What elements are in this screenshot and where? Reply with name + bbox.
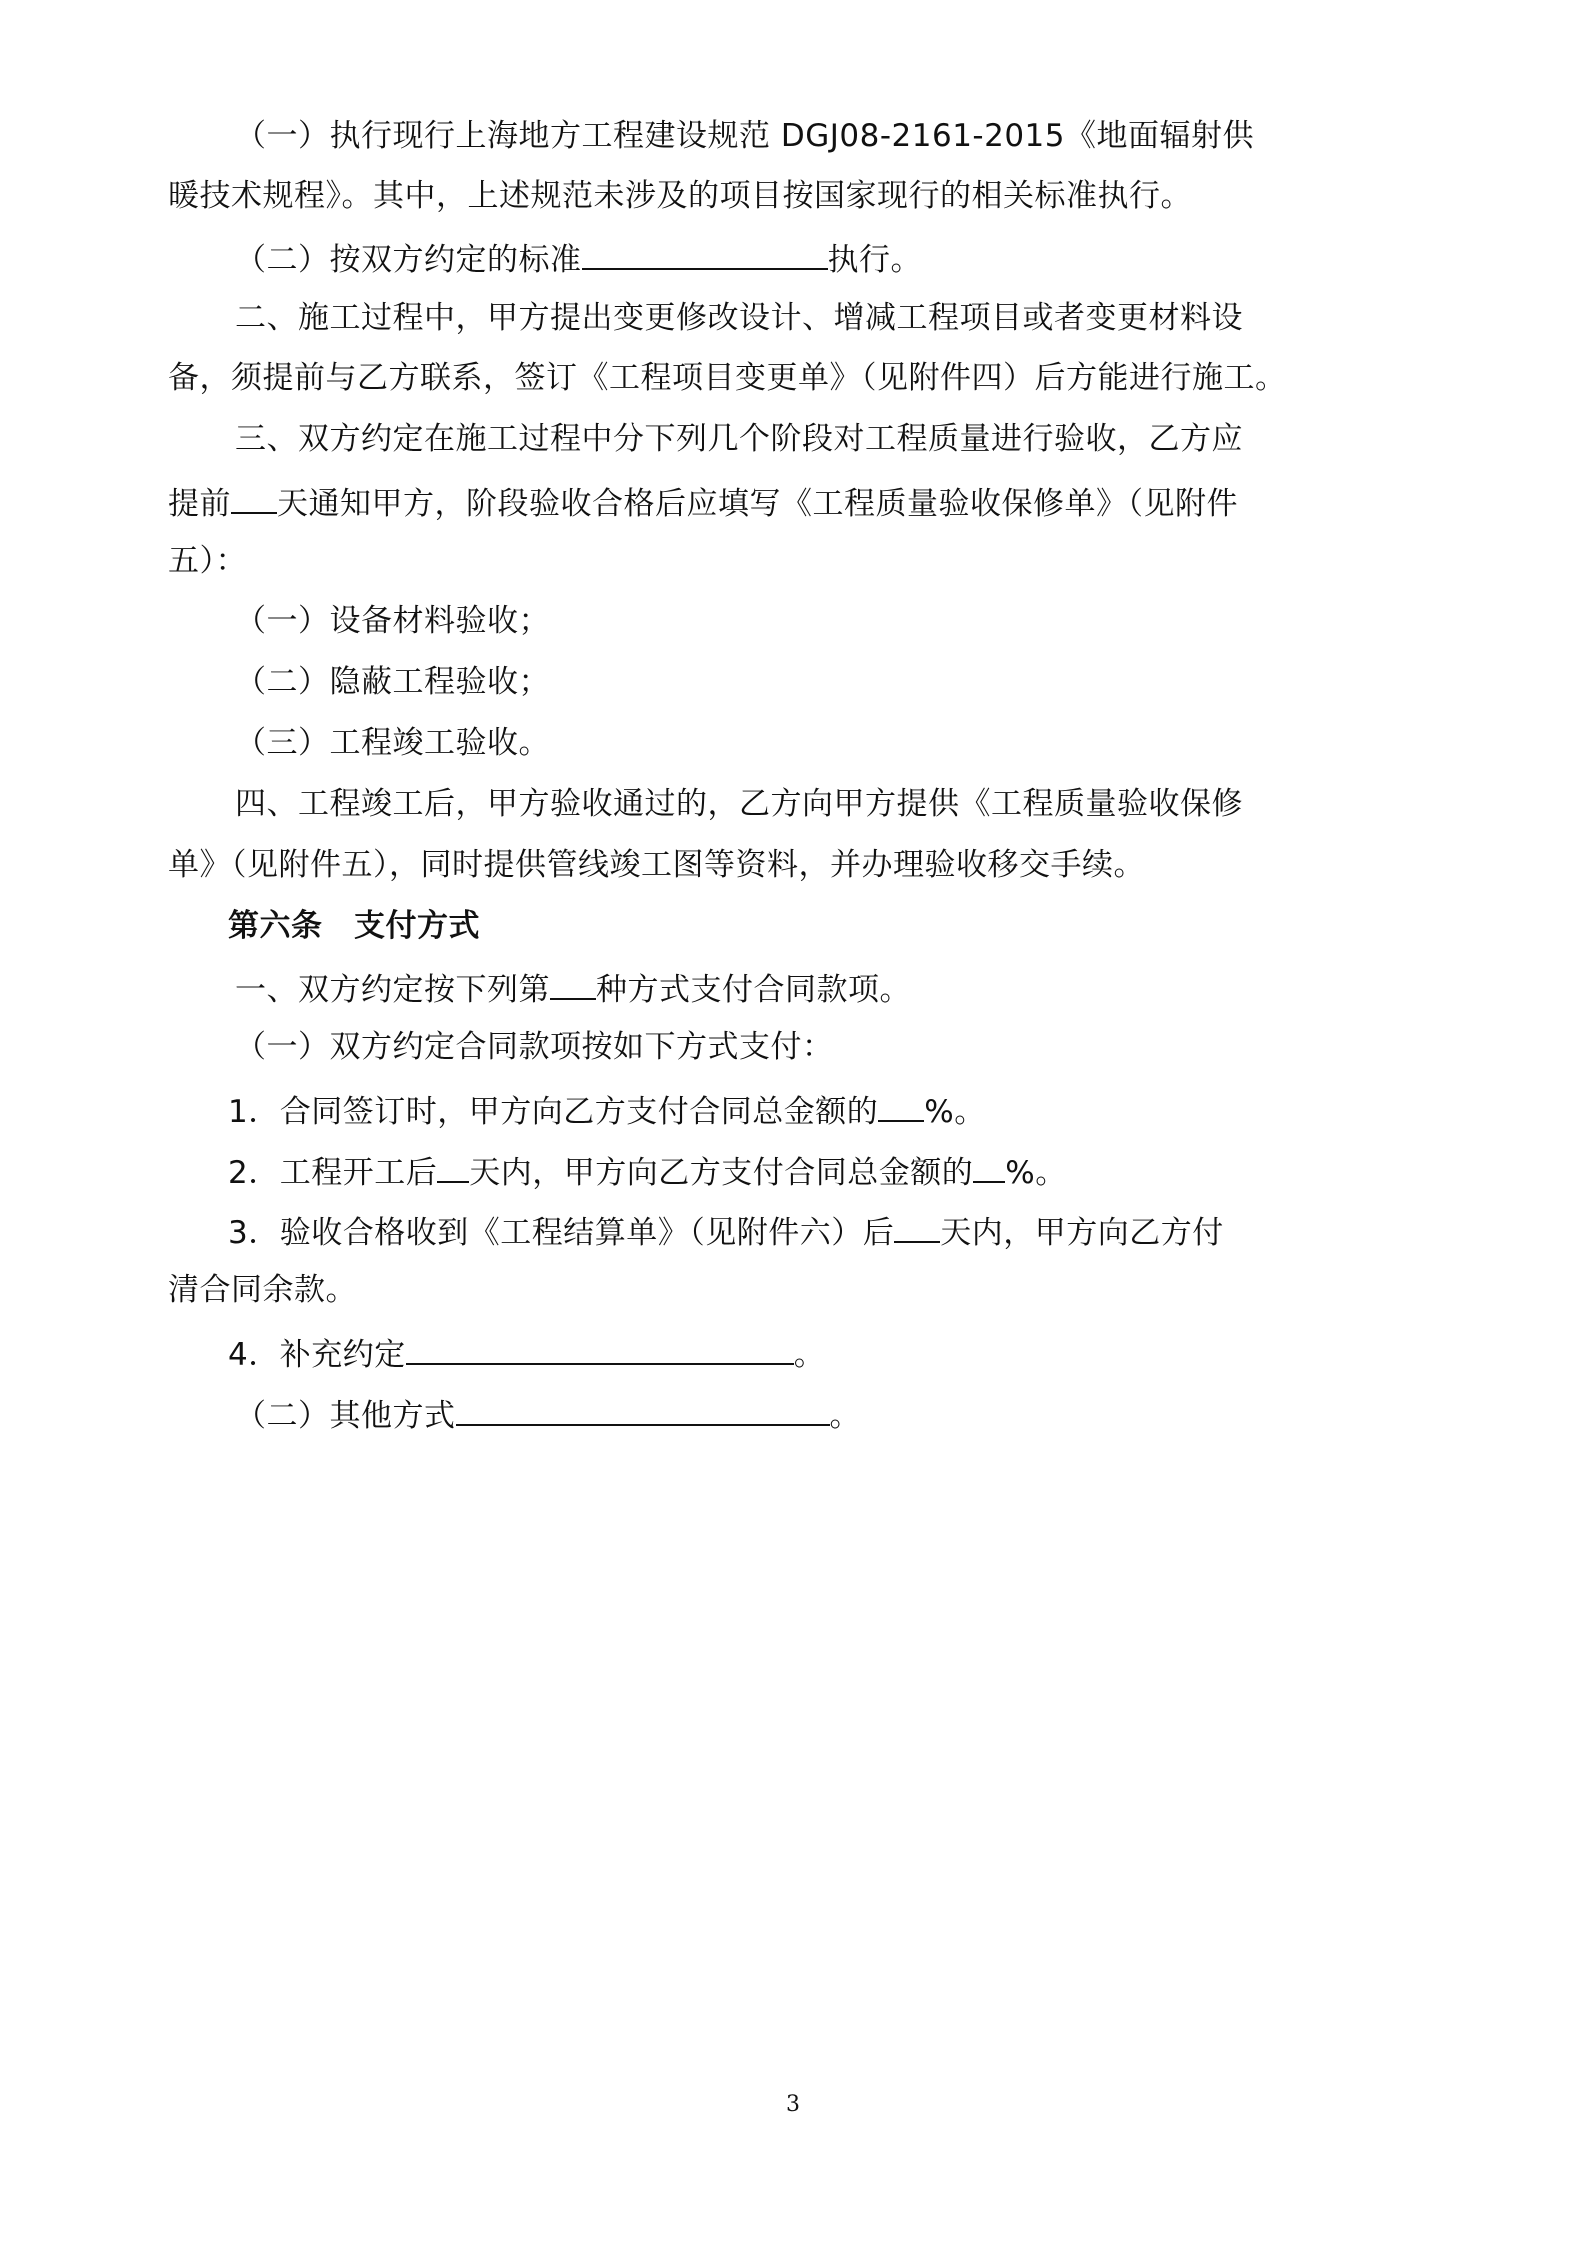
payment-item-2 — [228, 1147, 1067, 1191]
section-heading-payment — [228, 904, 480, 948]
paragraph-text: （一）执行现行上海地方工程建设规范 DGJ08-2161-2015《地面辐射供 — [235, 118, 1254, 154]
payment-item-4 — [228, 1329, 825, 1373]
heading-text: 第六条 支付方式 — [228, 908, 480, 944]
fill-in-blank-supplementary[interactable] — [406, 1329, 794, 1365]
paragraph-text: 提前 — [168, 486, 231, 522]
payment-item-text: 1．合同签订时，甲方向乙方支付合同总金额的 — [228, 1094, 879, 1130]
payment-item-text: 天内，甲方向乙方支付合同总金额的 — [469, 1155, 974, 1191]
paragraph-payment-method — [235, 964, 911, 1008]
payment-item-text: %。 — [1005, 1155, 1067, 1191]
payment-item-3-line-1 — [228, 1207, 1224, 1251]
paragraph-standard-1-line-1 — [235, 114, 1254, 158]
paragraph-change-line-2 — [168, 356, 1287, 400]
paragraph-text: 三、双方约定在施工过程中分下列几个阶段对工程质量进行验收，乙方应 — [235, 421, 1243, 457]
page-number: 3 — [786, 2092, 800, 2117]
fill-in-blank-settlement-days[interactable] — [894, 1207, 940, 1243]
fill-in-blank-notice-days[interactable] — [231, 478, 277, 514]
paragraph-completion-line-2 — [168, 843, 1145, 887]
list-item-text: （二）隐蔽工程验收； — [235, 664, 550, 700]
fill-in-blank-percent-start[interactable] — [973, 1147, 1005, 1183]
fill-in-blank-payment-method[interactable] — [550, 964, 596, 1000]
list-item-hidden-acceptance — [235, 660, 550, 704]
payment-item-3-line-2 — [168, 1268, 357, 1312]
paragraph-acceptance-line-3 — [168, 539, 247, 583]
paragraph-text: 天通知甲方，阶段验收合格后应填写《工程质量验收保修单》（见附件 — [277, 486, 1238, 522]
paragraph-text: 种方式支付合同款项。 — [596, 972, 911, 1008]
payment-item-text: 清合同余款。 — [168, 1272, 357, 1308]
payment-item-text: 2．工程开工后 — [228, 1155, 438, 1191]
payment-item-text: 。 — [793, 1337, 826, 1373]
fill-in-blank-standard[interactable] — [582, 234, 828, 270]
fill-in-blank-percent-signing[interactable] — [878, 1086, 924, 1122]
paragraph-standard-2 — [235, 234, 922, 278]
payment-item-1 — [228, 1086, 986, 1130]
payment-item-text: 4．补充约定 — [228, 1337, 406, 1373]
list-item-completion-acceptance — [235, 721, 550, 765]
list-item-text: （一）设备材料验收； — [235, 603, 550, 639]
paragraph-text: 四、工程竣工后，甲方验收通过的，乙方向甲方提供《工程质量验收保修 — [235, 786, 1243, 822]
paragraph-text: （二）其他方式 — [235, 1398, 456, 1434]
paragraph-completion-line-1 — [235, 782, 1243, 826]
list-item-material-acceptance — [235, 599, 550, 643]
paragraph-text: 单》（见附件五），同时提供管线竣工图等资料，并办理验收移交手续。 — [168, 847, 1145, 883]
fill-in-blank-start-days[interactable] — [437, 1147, 469, 1183]
payment-item-text: 3．验收合格收到《工程结算单》（见附件六）后 — [228, 1215, 895, 1251]
paragraph-text: （二）按双方约定的标准 — [235, 242, 582, 278]
paragraph-text: （一）双方约定合同款项按如下方式支付： — [235, 1029, 834, 1065]
paragraph-text: 备，须提前与乙方联系，签订《工程项目变更单》（见附件四）后方能进行施工。 — [168, 360, 1287, 396]
fill-in-blank-other-method[interactable] — [456, 1390, 830, 1426]
payment-item-text: %。 — [924, 1094, 986, 1130]
paragraph-text: 二、施工过程中，甲方提出变更修改设计、增减工程项目或者变更材料设 — [235, 300, 1243, 336]
paragraph-acceptance-line-1 — [235, 417, 1243, 461]
paragraph-text: 。 — [829, 1398, 861, 1434]
paragraph-change-line-1 — [235, 296, 1243, 340]
paragraph-acceptance-line-2 — [168, 478, 1238, 522]
paragraph-text: 一、双方约定按下列第 — [235, 972, 550, 1008]
payment-other-method — [235, 1390, 861, 1434]
paragraph-text: 五）： — [168, 543, 247, 579]
paragraph-payment-terms — [235, 1025, 834, 1069]
list-item-text: （三）工程竣工验收。 — [235, 725, 550, 761]
paragraph-text: 暖技术规程》。其中，上述规范未涉及的项目按国家现行的相关标准执行。 — [168, 178, 1192, 214]
payment-item-text: 天内，甲方向乙方付 — [940, 1215, 1224, 1251]
paragraph-text: 执行。 — [827, 242, 922, 278]
paragraph-standard-1-line-2 — [168, 174, 1192, 218]
